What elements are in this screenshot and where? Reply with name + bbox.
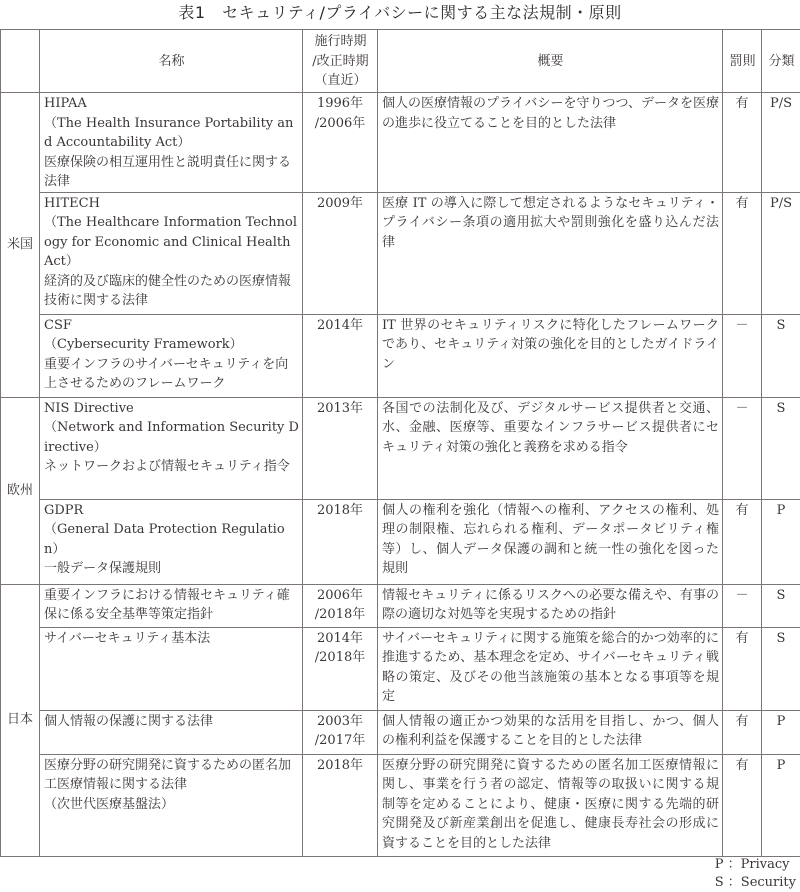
name-cell (40, 584, 303, 627)
summary-cell: 個人の権利を強化（情報への権利、アクセスの権利、処理の制限権、忘れられる権利、データポータビリティ権等）し、個人データ保護の調和と統一性の強化を図った規則 (378, 499, 723, 584)
date-cell (303, 754, 378, 856)
penalty-cell: － (723, 584, 762, 627)
date-cell (303, 192, 378, 314)
date-line: 2009年 (304, 194, 376, 214)
summary-cell: IT 世界のセキュリティリスクに特化したフレームワークであり、セキュリティ対策の強化を目的としたガイドライン (378, 314, 723, 397)
penalty-cell: 有 (723, 754, 762, 856)
date-cell (303, 584, 378, 627)
region-cell-japan: 日本 (1, 584, 40, 856)
table-row (1, 93, 800, 193)
date-cell (303, 93, 378, 193)
date-line: /2006年 (304, 114, 376, 134)
law-japanese-name: 重要インフラにおける情報セキュリティ確保に係る安全基準等策定指針 (44, 586, 299, 625)
name-cell (40, 710, 303, 754)
law-alias: （次世代医療基盤法） (44, 795, 299, 815)
date-line: 2018年 (304, 756, 376, 776)
law-fullname: （General Data Protection Regulation） (44, 520, 299, 559)
penalty-cell: 有 (723, 192, 762, 314)
penalty-cell: － (723, 314, 762, 397)
header-summary: 概要 (378, 30, 723, 93)
header-category: 分類 (762, 30, 800, 93)
law-japanese-name: サイバーセキュリティ基本法 (44, 629, 299, 649)
summary-cell: 医療分野の研究開発に資するための匿名加工医療情報に関し、事業を行う者の認定、情報等の取扱いに関する規制等を定めることにより、健康・医療に関する先端的研究開発及び新産業創出を促進し、健康長寿社会の形成に資することを目的とした法律 (378, 754, 723, 856)
law-fullname: （Network and Information Security Directive） (44, 418, 299, 457)
law-fullname: （The Healthcare Information Technology for Economic and Clinical Health Act） (44, 213, 299, 272)
date-line: 2003年 (304, 712, 376, 732)
law-japanese-name: 一般データ保護規則 (44, 559, 299, 579)
name-cell (40, 192, 303, 314)
penalty-cell: 有 (723, 93, 762, 193)
name-cell (40, 754, 303, 856)
header-date-line: （直近） (307, 71, 374, 91)
date-line: 2014年 (304, 629, 376, 649)
category-cell: S (762, 314, 800, 397)
category-legend (715, 856, 796, 892)
legend-security: S ：Security (715, 874, 796, 892)
summary-cell: 医療 IT の導入に際して想定されるようなセキュリティ・プライバシー条項の適用拡大や罰則強化を盛り込んだ法律 (378, 192, 723, 314)
header-region (1, 30, 40, 93)
date-line: 2018年 (304, 501, 376, 521)
summary-cell: サイバーセキュリティに関する施策を総合的かつ効率的に推進するため、基本理念を定め、サイバーセキュリティ戦略の策定、及びその他当該施策の基本となる事項等を規定 (378, 627, 723, 710)
date-cell (303, 627, 378, 710)
table-row (1, 627, 800, 710)
date-cell (303, 397, 378, 499)
category-cell: S (762, 397, 800, 499)
category-cell: S (762, 584, 800, 627)
category-cell: P/S (762, 192, 800, 314)
header-penalty: 罰則 (723, 30, 762, 93)
region-cell-eu: 欧州 (1, 397, 40, 584)
summary-cell: 情報セキュリティに係るリスクへの必要な備えや、有事の際の適切な対処等を実現するための指針 (378, 584, 723, 627)
summary-cell: 各国での法制化及び、デジタルサービス提供者と交通、水、金融、医療等、重要なインフラサービス提供者にセキュリティ対策の強化と義務を求める指令 (378, 397, 723, 499)
header-date-line: /改正時期 (307, 52, 374, 72)
summary-cell: 個人の医療情報のプライバシーを守りつつ、データを医療の進歩に役立てることを目的とした法律 (378, 93, 723, 193)
table-row (1, 314, 800, 397)
penalty-cell: 有 (723, 499, 762, 584)
date-line: 2013年 (304, 399, 376, 419)
date-line: /2017年 (304, 731, 376, 751)
table-row (1, 499, 800, 584)
category-cell: P (762, 710, 800, 754)
table-title: 表1 セキュリティ/プライバシーに関する主な法規制・原則 (0, 2, 800, 24)
date-line: 1996年 (304, 94, 376, 114)
date-cell (303, 314, 378, 397)
penalty-cell: 有 (723, 627, 762, 710)
header-date-line: 施行時期 (307, 32, 374, 52)
name-cell (40, 397, 303, 499)
law-fullname: （The Health Insurance Portability and Accountability Act） (44, 114, 299, 153)
law-abbrev: GDPR (44, 501, 299, 521)
summary-cell: 個人情報の適正かつ効果的な活用を目指し、かつ、個人の権利利益を保護することを目的とした法律 (378, 710, 723, 754)
name-cell (40, 314, 303, 397)
category-cell: P (762, 754, 800, 856)
header-date (303, 30, 378, 93)
table-row (1, 754, 800, 856)
table-row (1, 584, 800, 627)
name-cell (40, 93, 303, 193)
header-name: 名称 (40, 30, 303, 93)
category-cell: S (762, 627, 800, 710)
law-japanese-name: ネットワークおよび情報セキュリティ指令 (44, 457, 299, 477)
category-cell: P/S (762, 93, 800, 193)
name-cell (40, 499, 303, 584)
header-row (1, 30, 800, 93)
region-cell-us: 米国 (1, 93, 40, 398)
date-cell (303, 710, 378, 754)
law-abbrev: NIS Directive (44, 399, 299, 419)
table-row (1, 710, 800, 754)
penalty-cell: － (723, 397, 762, 499)
legend-privacy: P ：Privacy (715, 856, 796, 874)
law-abbrev: HIPAA (44, 94, 299, 114)
law-abbrev: HITECH (44, 194, 299, 214)
date-cell (303, 499, 378, 584)
law-fullname: （Cybersecurity Framework） (44, 335, 299, 355)
law-japanese-name: 医療保険の相互運用性と説明責任に関する法律 (44, 153, 299, 192)
penalty-cell: 有 (723, 710, 762, 754)
date-line: 2014年 (304, 316, 376, 336)
date-line: 2006年 (304, 586, 376, 606)
name-cell (40, 627, 303, 710)
law-abbrev: CSF (44, 316, 299, 336)
category-cell: P (762, 499, 800, 584)
date-line: /2018年 (304, 648, 376, 668)
law-japanese-name: 重要インフラのサイバーセキュリティを向上させるためのフレームワーク (44, 355, 299, 394)
table-row (1, 192, 800, 314)
law-japanese-name: 医療分野の研究開発に資するための匿名加工医療情報に関する法律 (44, 756, 299, 795)
law-japanese-name: 経済的及び臨床的健全性のための医療情報技術に関する法律 (44, 272, 299, 311)
regulations-table (0, 29, 800, 857)
date-line: /2018年 (304, 605, 376, 625)
law-japanese-name: 個人情報の保護に関する法律 (44, 712, 299, 732)
table-row (1, 397, 800, 499)
